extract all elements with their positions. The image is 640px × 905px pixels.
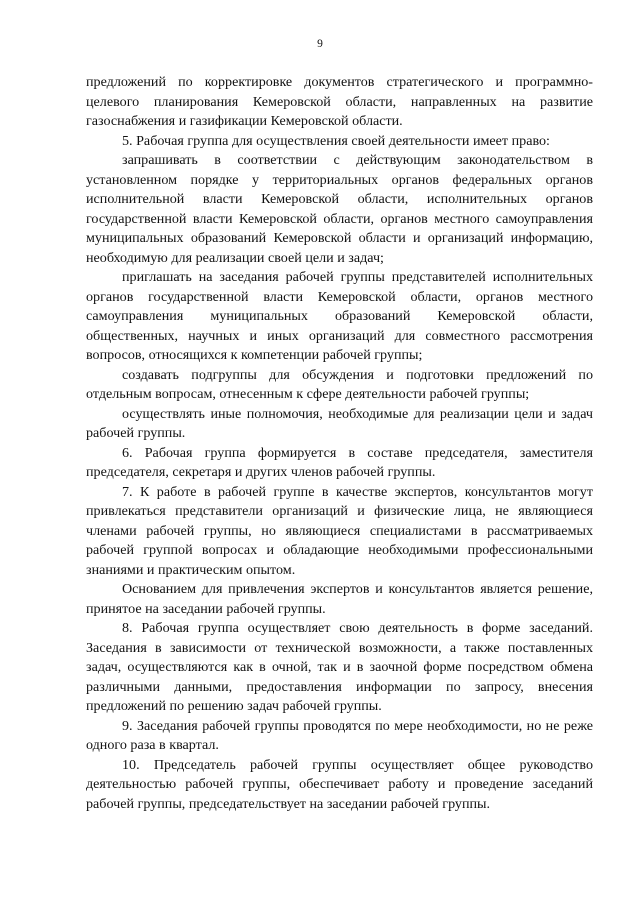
paragraph-right-request-info: запрашивать в соответствии с действующим законодательством в установленном порядке у территориальных органов федеральных органов исполнительной власти Кемеровской области, исполнительных органов государственной власти Кемеровской области, органов местного самоуправления муниципальных образований Кемеровской области и организаций информацию, необходимую для реализации своей цели и задач; bbox=[86, 152, 593, 266]
page-number: 9 bbox=[317, 38, 323, 50]
paragraph-continuation: предложений по корректировке документов стратегического и программно-целевого планирования Кемеровской области, направленных на развитие газоснабжения и газификации Кемеровской области. bbox=[86, 74, 593, 129]
paragraph-right-invite: приглашать на заседания рабочей группы представителей исполнительных органов государственной власти Кемеровской области, органов местного самоуправления муниципальных образований Кемеровской области, общественных, научных и иных организаций для совместного рассмотрения вопросов, относящихся к компетенции рабочей группы; bbox=[86, 269, 593, 363]
paragraph-item-7: 7. К работе в рабочей группе в качестве экспертов, консультантов могут привлекаться представители организаций и физические лица, не являющиеся членами рабочей группы, но являющиеся специалистами в рассматриваемых рабочей группой вопросах и обладающие необходимыми профессиональными знаниями и практическим опытом. bbox=[86, 483, 593, 578]
paragraph-item-9: 9. Заседания рабочей группы проводятся по мере необходимости, но не реже одного раза в квартал. bbox=[86, 717, 593, 753]
document-body bbox=[86, 73, 593, 814]
paragraph-right-subgroups: создавать подгруппы для обсуждения и подготовки предложений по отдельным вопросам, отнесенным к сфере деятельности рабочей группы; bbox=[86, 366, 593, 402]
paragraph-item-6: 6. Рабочая группа формируется в составе председателя, заместителя председателя, секретаря и других членов рабочей группы. bbox=[86, 444, 593, 480]
paragraph-item-8: 8. Рабочая группа осуществляет свою деятельность в форме заседаний. Заседания в зависимости от технической возможности, а также поставленных задач, осуществляются как в очной, так и в заочной форме посредством обмена различными данными, предоставления информации по запросу, внесения предложений по решению задач рабочей группы. bbox=[86, 620, 593, 714]
paragraph-right-other-powers: осуществлять иные полномочия, необходимые для реализации цели и задач рабочей группы. bbox=[86, 405, 593, 441]
paragraph-experts-basis: Основанием для привлечения экспертов и консультантов является решение, принятое на заседании рабочей группы. bbox=[86, 581, 593, 617]
paragraph-item-5: 5. Рабочая группа для осуществления своей деятельности имеет право: bbox=[122, 132, 550, 149]
paragraph-item-10: 10. Председатель рабочей группы осуществляет общее руководство деятельностью рабочей группы, обеспечивает работу и проведение заседаний рабочей группы, председательствует на заседании рабочей группы. bbox=[86, 756, 593, 812]
